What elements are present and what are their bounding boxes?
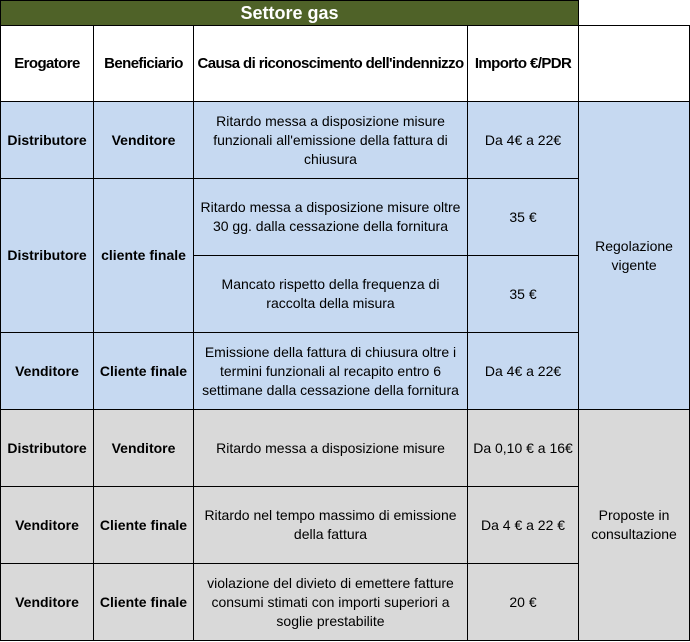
table-title: Settore gas	[1, 1, 579, 26]
row-4-erogatore: Venditore	[1, 333, 94, 410]
header-beneficiario: Beneficiario	[94, 26, 194, 102]
header-importo: Importo €/PDR	[468, 26, 579, 102]
row-1-importo: Da 4€ a 22€	[468, 102, 579, 179]
row-7-importo: 20 €	[468, 564, 579, 641]
group-proposte-consultazione: Proposte in consultazione	[579, 410, 690, 641]
row-1-erogatore: Distributore	[1, 102, 94, 179]
row-5-causa: Ritardo messa a disposizione misure	[194, 410, 468, 487]
header-group-empty	[579, 26, 690, 102]
row-4-causa: Emissione della fattura di chiusura oltre i termini funzionali al recapito entro 6 settimane dalla cessazione della fornitura	[194, 333, 468, 410]
row-5-erogatore: Distributore	[1, 410, 94, 487]
group-regolazione-vigente: Regolazione vigente	[579, 102, 690, 410]
row-7-erogatore: Venditore	[1, 564, 94, 641]
row-6-importo: Da 4 € a 22 €	[468, 487, 579, 564]
row-2-causa: Ritardo messa a disposizione misure oltre 30 gg. dalla cessazione della fornitura	[194, 179, 468, 256]
row-2-importo: 35 €	[468, 179, 579, 256]
row-6-erogatore: Venditore	[1, 487, 94, 564]
row-2-erogatore: Distributore	[1, 179, 94, 333]
row-2-beneficiario: cliente finale	[94, 179, 194, 333]
header-erogatore: Erogatore	[1, 26, 94, 102]
row-4-beneficiario: Cliente finale	[94, 333, 194, 410]
header-causa: Causa di riconoscimento dell'indennizzo	[194, 26, 468, 102]
row-5-beneficiario: Venditore	[94, 410, 194, 487]
title-spacer	[579, 1, 690, 26]
row-5-importo: Da 0,10 € a 16€	[468, 410, 579, 487]
row-7-beneficiario: Cliente finale	[94, 564, 194, 641]
row-3-causa: Mancato rispetto della frequenza di raccolta della misura	[194, 256, 468, 333]
row-6-beneficiario: Cliente finale	[94, 487, 194, 564]
row-7-causa: violazione del divieto di emettere fatture consumi stimati con importi superiori a soglie prestabilite	[194, 564, 468, 641]
row-4-importo: Da 4€ a 22€	[468, 333, 579, 410]
row-1-causa: Ritardo messa a disposizione misure funzionali all'emissione della fattura di chiusura	[194, 102, 468, 179]
row-6-causa: Ritardo nel tempo massimo di emissione della fattura	[194, 487, 468, 564]
row-1-beneficiario: Venditore	[94, 102, 194, 179]
row-3-importo: 35 €	[468, 256, 579, 333]
